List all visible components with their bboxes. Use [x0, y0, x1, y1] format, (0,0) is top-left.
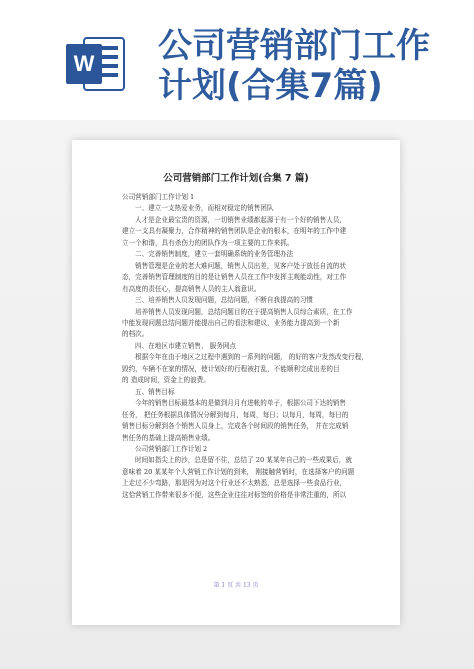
body-line: 的 造成时间，资金上的浪费。: [122, 376, 210, 385]
body-line: 培养销售人员发现问题，总结问题目的在于提高销售人员综合素质，在工作: [135, 307, 353, 316]
body-line: 建立一支具有凝聚力，合作精神的销售团队是企业的根本，在明年的工作中建: [122, 227, 347, 236]
document-title: 公司营销部门工作计划(合集 7 篇): [163, 173, 309, 184]
word-icon: [62, 30, 130, 98]
body-line: 时间如指尖上的沙，总是留不住，总结了 20 某某年自己的一些成果后，就: [135, 456, 352, 465]
section-heading: 公司营销部门工作计划 2: [135, 444, 208, 453]
banner-header: [0, 0, 474, 120]
body-line: 有高度的责任心，提高销售人员的主人翁意识。: [122, 284, 261, 293]
section-heading: 公司营销部门工作计划 1: [122, 193, 195, 201]
body-line: 人才是企业最宝贵的资源，一切销售业绩都起源于有一个好的销售人员，: [135, 215, 346, 224]
body-line: 的档次。: [122, 330, 149, 339]
body-line: 意味着 20 某某年个人营销工作计划的到来， 刚接触营销时，在选择客户的问题: [122, 467, 355, 476]
banner-title: 公司营销部门工作计划(合集7篇): [158, 26, 430, 106]
document-body: [122, 192, 374, 501]
body-line: 上走过不少弯路，那是因为对这个行业还不太熟悉，总是选择一些食品行业，: [122, 479, 347, 488]
body-line: 立一个和谐，具有杀伤力的团队作为一项主要的工作来抓。: [122, 238, 294, 247]
body-line: 销售目标分解到各个销售人员身上，完成各个时间段的销售任务， 并在完成销: [122, 422, 349, 431]
body-line: 一、建立一支热爱业务，而相对稳定的销售团队: [135, 204, 274, 213]
page-number: 第 1 页 共 13 页: [213, 582, 259, 589]
svg-text:W: W: [73, 51, 95, 76]
document-page[interactable]: [72, 140, 400, 625]
body-line: 这恰营销工作带来很多不便，这些企业往往对标签的价格是非常注重的，所以: [122, 490, 347, 499]
body-line: 任务， 把任务根据具体情况分解到每月，每周，每日；以每月，每周，每日的: [122, 410, 349, 419]
body-line: 中能发现问题总结问题并能提出自己的看法和建议，业务能力提高到一个新: [122, 318, 340, 327]
body-line: 三、培养销售人员发现问题，总结问题，不断自我提高的习惯: [135, 296, 314, 305]
body-line: 根据今年在由于地区之过程中遇到的一系列的问题， 的好的客户发然改变行程，: [135, 353, 368, 362]
body-line: 二、完善销售制度，建立一套明确系统的业务管理办法: [135, 250, 294, 259]
body-line: 五、销售目标: [135, 387, 175, 396]
body-line: 今年的销售目标最基本的是做到月月有进帐的单子，根据公司下达的销售: [135, 399, 346, 408]
body-line: 态，完善销售管理制度的目的是让销售人员在工作中发挥主观能动性，对工作: [122, 273, 347, 282]
body-line: 销售管理是企业的老大难问题，销售人员出差，见客户处于放任自流的状: [135, 261, 346, 270]
body-line: 毁约，车辆不在家的情况，使计划好的行程被打乱，不能顺利完成出差的目: [122, 364, 340, 373]
body-line: 售任务的基础上提高销售业绩。: [122, 433, 215, 442]
body-line: 四、在地区市建立销售、 服务网点: [135, 341, 237, 350]
